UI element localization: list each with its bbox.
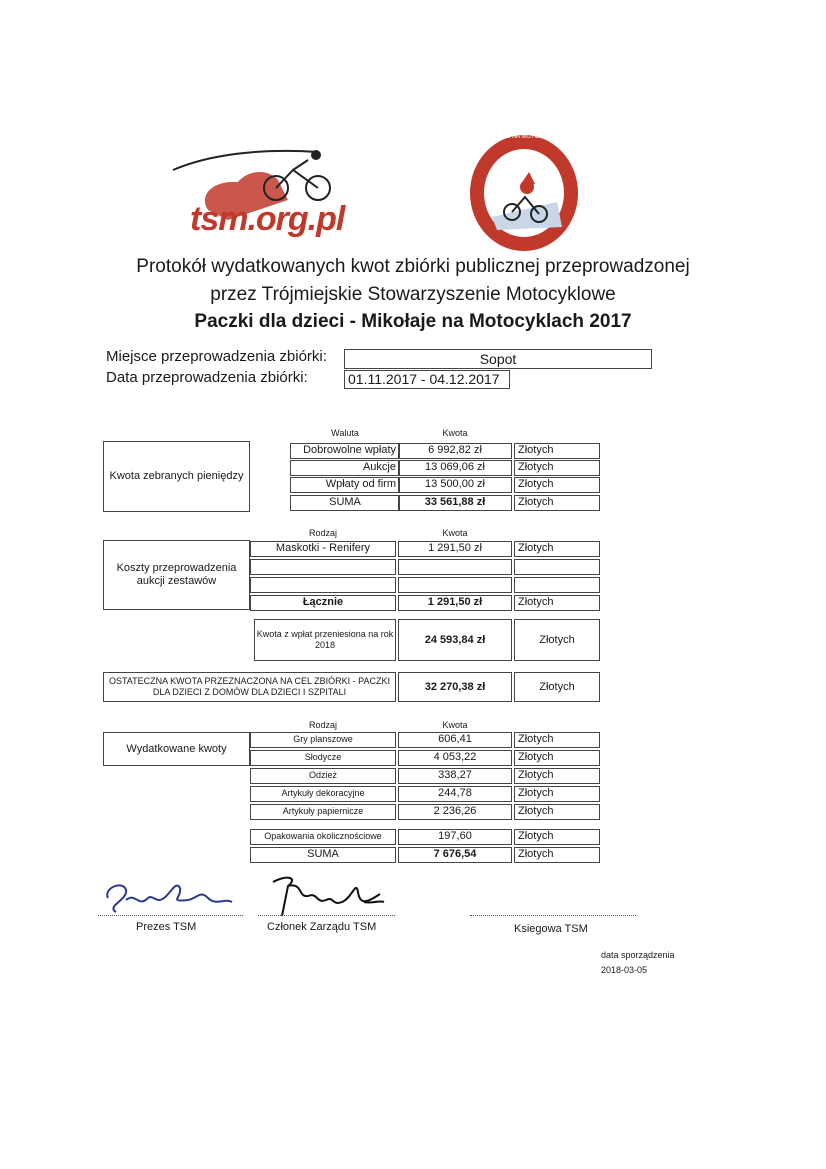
final-amount: 32 270,38 zł (398, 672, 512, 702)
date-created-label: data sporządzenia (601, 950, 675, 960)
place-value: Sopot (479, 351, 517, 367)
collected-sum-currency: Złotych (514, 495, 600, 511)
collected-row-2-name: Aukcje (290, 460, 400, 476)
date-created-value: 2018-03-05 (601, 965, 648, 975)
collected-row-1-amount: 6 992,82 zł (398, 443, 512, 459)
accountant-signature-line (470, 915, 636, 916)
title-line-3: Paczki dla dzieci - Mikołaje na Motocyklach 2017 (194, 311, 632, 332)
spent-row-5-name: Artykuły papiernicze (250, 804, 396, 820)
transfer-amount: 24 593,84 zł (398, 619, 512, 661)
president-label: Prezes TSM (136, 921, 197, 933)
spent-row-1-currency: Złotych (514, 732, 600, 748)
collected-sum-amount: 33 561,88 zł (398, 495, 512, 511)
date-label: Data przeprowadzenia zbiórki: (106, 369, 308, 386)
collected-row-3-amount: 13 500,00 zł (398, 477, 512, 493)
title-line-2: przez Trójmiejskie Stowarzyszenie Motocyklowe (210, 284, 616, 305)
collected-row-3-currency: Złotych (514, 477, 600, 493)
board-member-signature (268, 872, 388, 920)
president-signature (98, 868, 238, 918)
costs-col-amount: Kwota (442, 528, 468, 538)
collected-sum-label: SUMA (290, 495, 400, 511)
collected-label: Kwota zebranych pieniędzy (103, 441, 250, 512)
spent-sum-label: SUMA (250, 847, 396, 863)
costs-row-2-amount (398, 559, 512, 575)
spent-row-2-amount: 4 053,22 (398, 750, 512, 766)
spent-row-2-name: Słodycze (250, 750, 396, 766)
costs-row-2-currency (514, 559, 600, 575)
costs-total-amount: 1 291,50 zł (398, 595, 512, 611)
costs-row-3-amount (398, 577, 512, 593)
place-value-field (344, 349, 652, 369)
tsm-logo-text: tsm.org.pl (190, 200, 345, 238)
board-member-signature-line (258, 915, 395, 916)
seal-text: MIKOŁAJE NA MOTOCYKLACH (480, 134, 568, 140)
collected-row-1-name: Dobrowolne wpłaty (290, 443, 400, 459)
costs-row-1-currency: Złotych (514, 541, 600, 557)
spent-row-3-amount: 338,27 (398, 768, 512, 784)
spent-row-2-currency: Złotych (514, 750, 600, 766)
date-value: 01.11.2017 - 04.12.2017 (348, 371, 500, 387)
date-value-field (344, 370, 510, 389)
spent-row-1-amount: 606,41 (398, 732, 512, 748)
title-line-1: Protokół wydatkowanych kwot zbiórki publicznej przeprowadzonej (136, 256, 690, 277)
spent-row-1-name: Gry planszowe (250, 732, 396, 748)
spent-row-5-currency: Złotych (514, 804, 600, 820)
accountant-label: Ksiegowa TSM (514, 923, 588, 935)
costs-total-label: Łącznie (250, 595, 396, 611)
costs-label: Koszty przeprowadzenia aukcji zestawów (103, 540, 250, 610)
tsm-logo (168, 140, 368, 250)
spent-row-3-currency: Złotych (514, 768, 600, 784)
costs-row-1-name: Maskotki - Renifery (250, 541, 396, 557)
collected-row-1-currency: Złotych (514, 443, 600, 459)
spent-sum-amount: 7 676,54 (398, 847, 512, 863)
spent-row-3-name: Odzież (250, 768, 396, 784)
mikolaje-seal (467, 132, 581, 254)
spent-packaging-amount: 197,60 (398, 829, 512, 845)
collected-row-2-currency: Złotych (514, 460, 600, 476)
spent-row-5-amount: 2 236,26 (398, 804, 512, 820)
spent-label: Wydatkowane kwoty (103, 732, 250, 766)
final-label: OSTATECZNA KWOTA PRZEZNACZONA NA CEL ZBIÓRKI - PACZKI DLA DZIECI Z DOMÓW DLA DZIECI I SZPITALI (103, 672, 396, 702)
president-signature-line (98, 915, 243, 916)
collected-col-currency: Waluta (331, 428, 359, 438)
place-label: Miejsce przeprowadzenia zbiórki: (106, 348, 327, 365)
final-currency: Złotych (514, 672, 600, 702)
costs-row-2-name (250, 559, 396, 575)
spent-col-type: Rodzaj (308, 720, 337, 730)
spent-packaging-name: Opakowania okolicznościowe (250, 829, 396, 845)
board-member-label: Członek Zarządu TSM (267, 921, 377, 933)
collected-col-amount: Kwota (442, 428, 468, 438)
transfer-currency: Złotych (514, 619, 600, 661)
collected-row-2-amount: 13 069,06 zł (398, 460, 512, 476)
costs-row-3-currency (514, 577, 600, 593)
spent-sum-currency: Złotych (514, 847, 600, 863)
costs-col-type: Rodzaj (308, 528, 337, 538)
spent-col-amount: Kwota (442, 720, 468, 730)
spent-row-4-name: Artykuły dekoracyjne (250, 786, 396, 802)
spent-row-4-currency: Złotych (514, 786, 600, 802)
transfer-label: Kwota z wpłat przeniesiona na rok 2018 (254, 619, 396, 661)
spent-packaging-currency: Złotych (514, 829, 600, 845)
collected-row-3-name: Wpłaty od firm (290, 477, 400, 493)
costs-row-3-name (250, 577, 396, 593)
costs-row-1-amount: 1 291,50 zł (398, 541, 512, 557)
costs-total-currency: Złotych (514, 595, 600, 611)
spent-row-4-amount: 244,78 (398, 786, 512, 802)
